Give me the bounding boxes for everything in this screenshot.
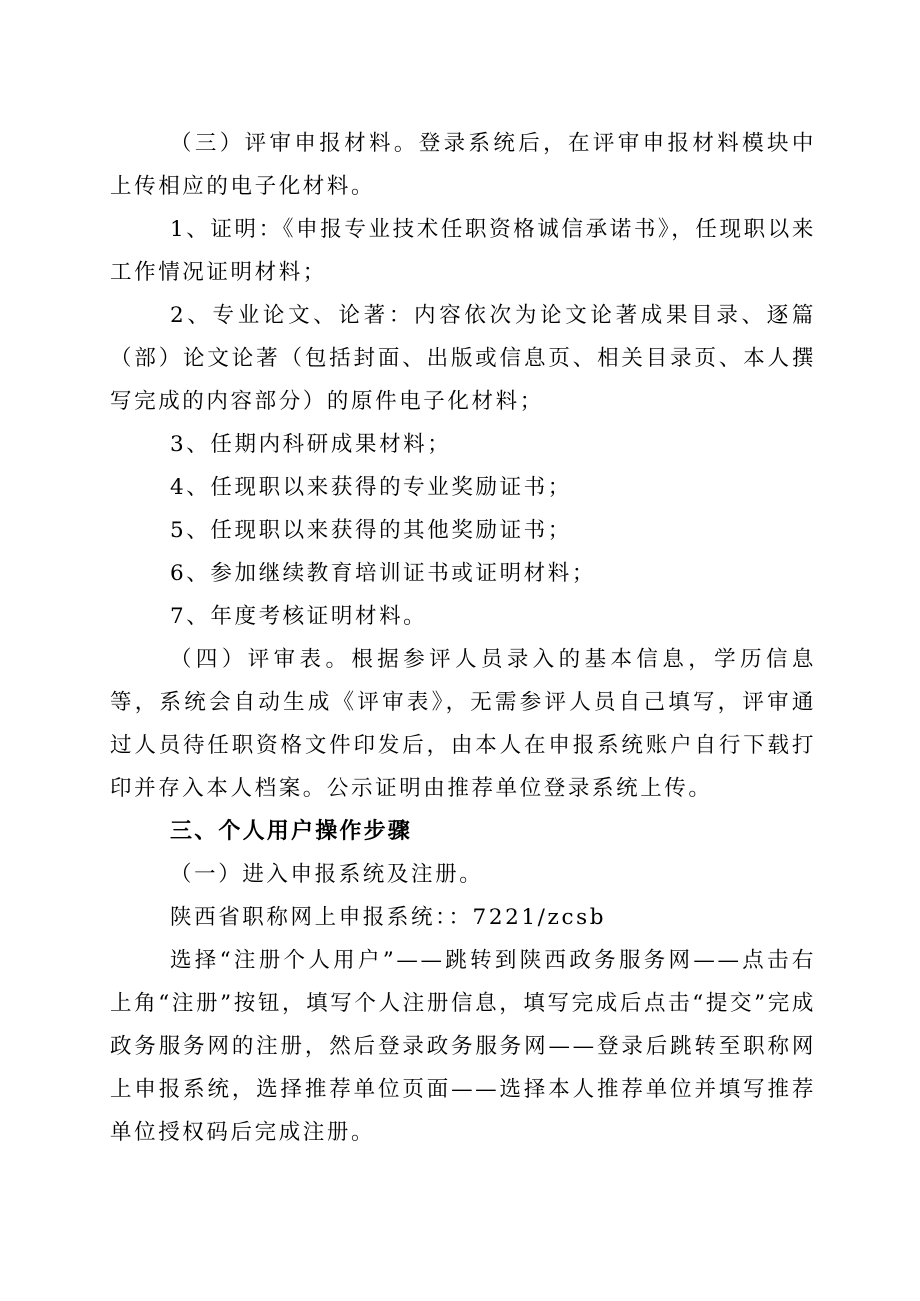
list-item-education: 6、参加继续教育培训证书或证明材料； <box>170 561 596 586</box>
list-item-papers: 2、专业论文、论著：内容依次为论文论著成果目录、逐篇（部）论文论著（包括封面、出版或信息页、相关目录页、本人撰写完成的内容部分）的原件电子化材料； <box>110 303 816 414</box>
list-item-proof: 1、证明：《申报专业技术任职资格诚信承诺书》，任现职以来工作情况证明材料； <box>110 217 816 285</box>
system-address: 陕西省职称网上申报系统：：7221/zcsb <box>170 905 607 930</box>
list-item-professional-awards: 4、任现职以来获得的专业奖励证书； <box>170 475 572 500</box>
paragraph-review-materials: （三）评审申报材料。登录系统后，在评审申报材料模块中上传相应的电子化材料。 <box>110 131 816 199</box>
list-item-other-awards: 5、任现职以来获得的其他奖励证书； <box>170 518 572 543</box>
paragraph-review-form: （四）评审表。根据参评人员录入的基本信息，学历信息等，系统会自动生成《评审表》，无需参评人员自己填写，评审通过人员待任职资格文件印发后，由本人在申报系统账户自行下载打印并存入本人档案。公示证明由推荐单位登录系统上传。 <box>110 647 816 801</box>
section-heading-user-steps: 三、个人用户操作步骤 <box>170 819 413 844</box>
paragraph-registration-steps: 选择“注册个人用户”——跳转到陕西政务服务网——点击右上角“注册”按钮，填写个人注册信息，填写完成后点击“提交”完成政务服务网的注册，然后登录政务服务网——登录后跳转至职称网上申报系统，选择推荐单位页面——选择本人推荐单位并填写推荐单位授权码后完成注册。 <box>110 948 816 1145</box>
list-item-assessment: 7、年度考核证明材料。 <box>170 604 428 629</box>
subsection-heading-register: （一）进入申报系统及注册。 <box>170 862 484 887</box>
list-item-research: 3、任期内科研成果材料； <box>170 432 452 457</box>
